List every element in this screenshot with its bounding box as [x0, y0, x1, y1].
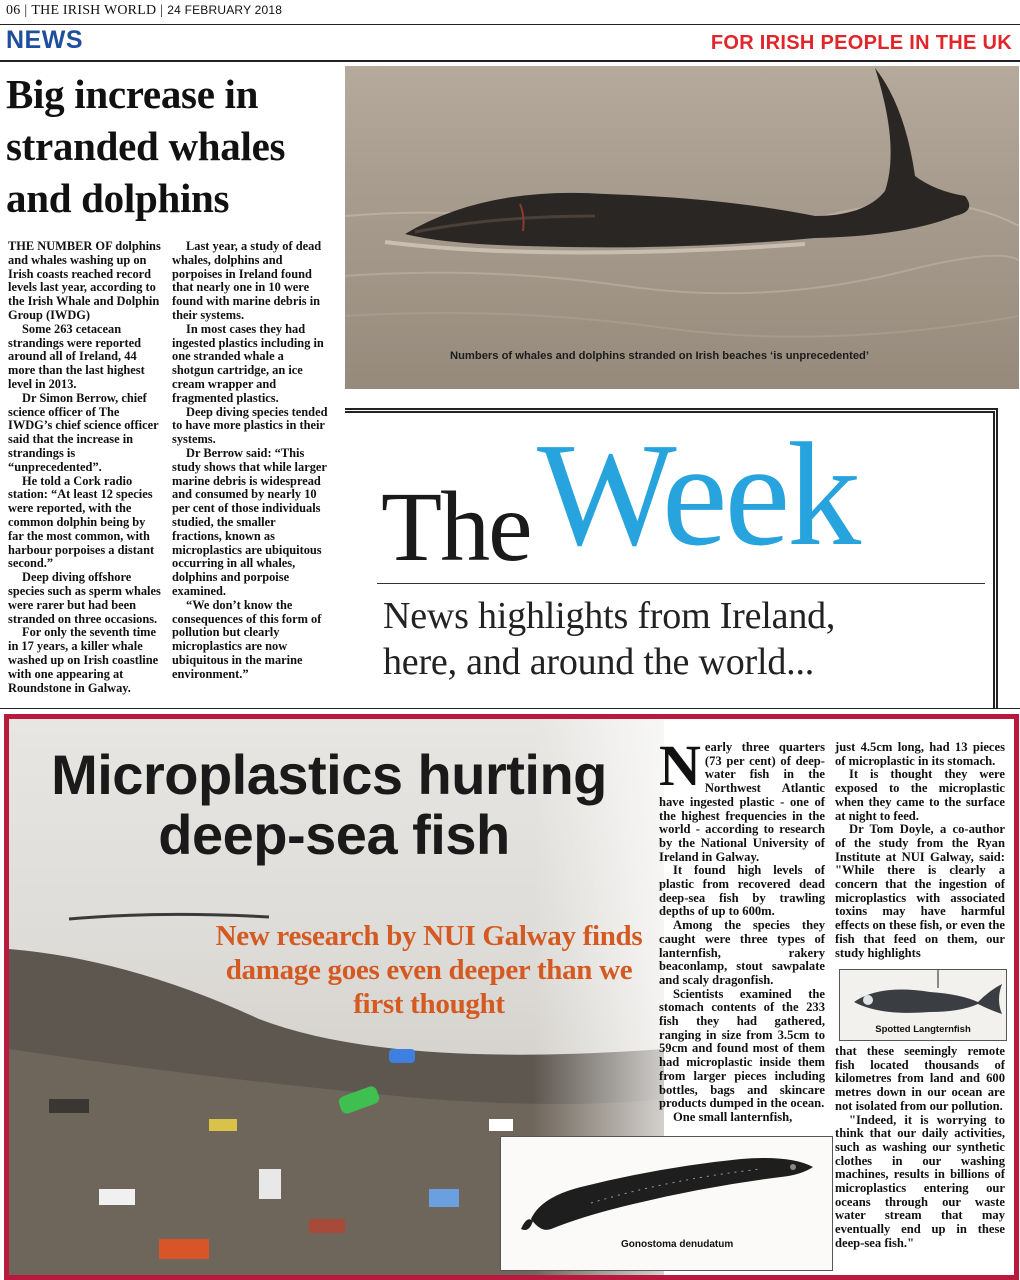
- water-ripple: [345, 313, 1019, 337]
- micro-paragraph: Dr Tom Doyle, a co-author of the study from the Ryan Institute at NUI Galway, said: "While there is clearly a concern that the ingestion of microplastics with associated toxins may have harmful effects on these fish, or even the fish that feed on them, our study highlights: [835, 822, 1005, 960]
- week-title-week: Week: [537, 413, 859, 577]
- whale-paragraph: For only the seventh time in 17 years, a killer whale washed up on Irish coastline with one appearing at Roundstone in Galway.: [8, 625, 159, 695]
- microplastics-headline: [9, 745, 649, 865]
- week-title-the: The: [381, 471, 531, 582]
- whale-story-headline: Big increase in stranded whales and dolphins: [6, 71, 286, 221]
- water-ripple: [345, 256, 1019, 294]
- lanternfish-body: [854, 984, 1002, 1014]
- micro-paragraph: One small lanternfish,: [673, 1109, 793, 1124]
- micro-paragraph: It found high levels of plastic from recovered dead deep-sea fish by trawling depths of up to 600m.: [659, 863, 825, 919]
- micro-paragraph: It is thought they were exposed to the microplastic when they came to the surface at night to feed.: [835, 767, 1005, 823]
- whale-illustration: [345, 66, 1019, 389]
- week-rule: [377, 583, 985, 584]
- week-subtitle: [383, 593, 835, 685]
- fish-eye: [790, 1164, 796, 1170]
- micro-paragraph: Nearly three quarters (73 per cent) of deep-water fish in the Northwest Atlantic have ingested plastic - one of the highest frequencies in the world - according to research by the National University of Ireland in Galway.: [659, 733, 825, 864]
- micro-paragraph: Among the species they caught were three types of lanternfish, rakery beaconlamp, stout sawpalate and scaly dragonfish.: [659, 918, 825, 987]
- micro-paragraph: Scientists examined the stomach contents of the 233 fish they had gathered, ranging in size from 3.5cm to 59cm and found most of them had microplastic inside them from larger pieces including bottles, bags and skincare products dumped in the ocean.: [659, 986, 825, 1111]
- whale-photo-caption: Numbers of whales and dolphins stranded on Irish beaches ‘is unprecedented’: [450, 350, 869, 362]
- stranded-whale-photo: [345, 66, 1019, 389]
- week-subtitle-line-2: here, and around the world...: [383, 641, 815, 683]
- publication-name: THE IRISH WORLD: [31, 3, 157, 18]
- microplastics-headline-line-1: Microplastics hurting: [51, 743, 607, 806]
- microplastics-column-1: [659, 733, 825, 1141]
- microplastics-headline-line-2: deep-sea fish: [158, 803, 510, 866]
- lead-caps: THE NUMBER OF: [8, 239, 113, 253]
- top-rule: [0, 24, 1020, 25]
- whale-paragraph: Deep diving offshore species such as sperm whales were rarer but had been stranded on three occasions.: [8, 570, 161, 626]
- the-week-panel: [345, 408, 998, 708]
- whale-paragraph: He told a Cork radio station: “At least 12 species were reported, with the common dolphin being by far the most common, with harbour porpoises a distant second.”: [8, 473, 155, 571]
- whale-paragraph: Last year, a study of dead whales, dolphins and porpoises in Ireland found that nearly one in 10 were found with marine debris in their systems.: [172, 239, 322, 322]
- lanternfish-illustration: [840, 970, 1006, 1026]
- micro-paragraph: just 4.5cm long, had 13 pieces of microplastic in its stomach.: [835, 740, 1005, 768]
- section-label: NEWS: [6, 26, 83, 54]
- fish2-caption: Gonostoma denudatum: [621, 1239, 734, 1250]
- microplastics-column-2-continued: [835, 1045, 1005, 1275]
- whale-paragraph: In most cases they had ingested plastics including in one stranded whale a shotgun cartridge, an ice cream wrapper and fragmented plastics.: [172, 321, 324, 405]
- micro-paragraph: "Indeed, it is worrying to think that our daily activities, such as washing our synthetic clothes in our washing machines, results in billions of microplastics entering our oceans through our waste water stream that may eventually end up in these deep-sea fish.": [835, 1112, 1005, 1250]
- drop-cap: N: [659, 733, 701, 798]
- microplastics-column-2: [835, 741, 1005, 981]
- gonostoma-body: [531, 1158, 813, 1230]
- whale-paragraph: “We don’t know the consequences of this form of pollution but clearly microplastics are now ubiquitous in the marine environment.”: [172, 597, 322, 681]
- page-folio: 06 | THE IRISH WORLD | 24 FEBRUARY 2018: [6, 3, 283, 18]
- whale-paragraph: THE NUMBER OF dolphins and whales washing up on Irish coasts reached record levels last year, according to the Irish Whale and Dolphin Group (IWDG): [8, 239, 161, 322]
- whale-paragraph: Deep diving species tended to have more plastics in their systems.: [172, 404, 328, 447]
- header-rule: [0, 60, 1020, 62]
- gonostoma-illustration: [501, 1137, 832, 1237]
- microplastics-deck: New research by NUI Galway finds damage goes even deeper than we first thought: [215, 920, 643, 1020]
- page-number: 06: [6, 3, 21, 18]
- micro-paragraph: that these seemingly remote fish located thousands of kilometres from land and 600 metres down in our ocean are not isolated from our pollution.: [835, 1044, 1005, 1113]
- week-subtitle-line-1: News highlights from Ireland,: [383, 595, 836, 637]
- whale-paragraph: Dr Simon Berrow, chief science officer of The IWDG’s chief science officer said that the increase in strandings is “unprecedented”.: [8, 390, 159, 474]
- whale-paragraph: Dr Berrow said: “This study shows that while larger marine debris is widespread and consumed by nearly 10 per cent of those individuals studied, the smaller fractions, known as microplastics are ubiquitous occurring in all whales, dolphins and porpoise examined.: [172, 445, 327, 598]
- whale-story-body: [8, 240, 328, 705]
- spotted-lanternfish-photo: [839, 969, 1007, 1041]
- gonostoma-photo: [500, 1136, 833, 1271]
- middle-rule: [0, 708, 1020, 709]
- whale-paragraph: Some 263 cetacean strandings were reported around all of Ireland, 44 more than the last highest level in 2013.: [8, 321, 145, 391]
- fish-eye: [863, 995, 873, 1005]
- gonostoma-tail: [521, 1219, 533, 1230]
- masthead-tagline: FOR IRISH PEOPLE IN THE UK: [710, 32, 1012, 54]
- microplastics-feature: [4, 714, 1019, 1280]
- fish1-caption: Spotted Langternfish: [875, 1024, 971, 1035]
- issue-date: 24 FEBRUARY 2018: [167, 3, 283, 17]
